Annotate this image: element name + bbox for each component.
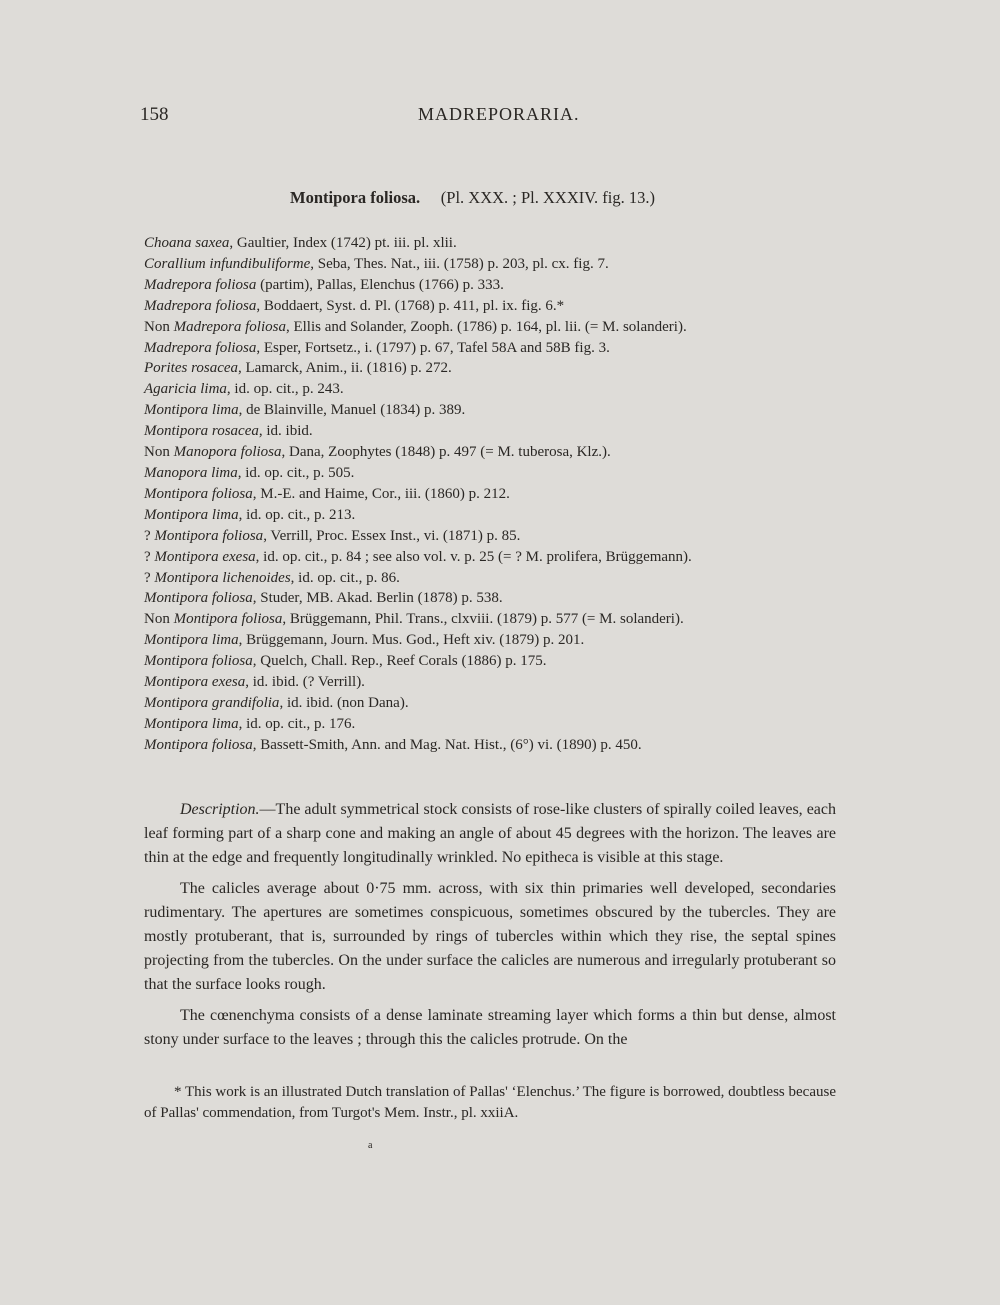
synonymy-entry: Montipora rosacea, id. ibid. bbox=[144, 423, 313, 440]
taxon-name: Montipora rosacea bbox=[144, 423, 259, 440]
taxon-name: Agaricia lima bbox=[144, 381, 227, 398]
synonymy-entry: Agaricia lima, id. op. cit., p. 243. bbox=[144, 381, 344, 398]
synonymy-entry: Montipora lima, de Blainville, Manuel (1834) p. 389. bbox=[144, 402, 466, 419]
synonymy-entry: Montipora foliosa, M.-E. and Haime, Cor., iii. (1860) p. 212. bbox=[144, 485, 510, 502]
taxon-name: Montipora lichenoides bbox=[154, 569, 291, 586]
synonymy-entry: ? Montipora foliosa, Verrill, Proc. Essex Inst., vi. (1871) p. 85. bbox=[144, 527, 521, 544]
synonymy-entry: Madrepora foliosa (partim), Pallas, Elenchus (1766) p. 333. bbox=[144, 276, 504, 293]
signature-mark: a bbox=[368, 1140, 373, 1151]
taxon-name: Madrepora foliosa bbox=[144, 339, 257, 356]
plate-reference: (Pl. XXX. ; Pl. XXXIV. fig. 13.) bbox=[440, 188, 655, 207]
taxon-name: Montipora foliosa bbox=[144, 736, 253, 753]
synonymy-entry: Montipora foliosa, Bassett-Smith, Ann. and Mag. Nat. Hist., (6°) vi. (1890) p. 450. bbox=[144, 736, 642, 753]
taxon-name: Manopora lima bbox=[144, 464, 238, 481]
taxon-name: Montipora grandifolia bbox=[144, 694, 280, 711]
description-paragraph: The calicles average about 0·75 mm. across, with six thin primaries well developed, secondaries rudimentary. The apertures are sometimes conspicuous, sometimes obscured by the tubercles. They are mostly protuberant, that is, surrounded by rings of tubercles within which they rise, the septal spines projecting from the tubercles. On the under surface the calicles are numerous and irregularly protuberant so that the surface looks rough. bbox=[144, 880, 836, 993]
taxon-name: Montipora foliosa bbox=[154, 527, 264, 544]
description-paragraph: The cœnenchyma consists of a dense laminate streaming layer which forms a thin but dense, almost stony under surface to the leaves ; through this the calicles protrude. On the bbox=[144, 1007, 836, 1048]
running-head bbox=[140, 104, 840, 128]
synonymy-entry: Montipora lima, id. op. cit., p. 176. bbox=[144, 715, 356, 732]
synonymy-entry: Madrepora foliosa, Esper, Fortsetz., i. (1797) p. 67, Tafel 58A and 58B fig. 3. bbox=[144, 339, 610, 356]
description-paragraph: Description.—The adult symmetrical stock consists of rose-like clusters of spirally coiled leaves, each leaf forming part of a sharp cone and making an angle of about 45 degrees with the horizon. The leaves are thin at the edge and frequently longitudinally wrinkled. No epitheca is visible at this stage. bbox=[144, 801, 836, 866]
taxon-name: Choana saxea bbox=[144, 235, 230, 251]
synonymy-entry: Montipora lima, Brüggemann, Journ. Mus. God., Heft xiv. (1879) p. 201. bbox=[144, 632, 585, 649]
synonymy-entry: Montipora exesa, id. ibid. (? Verrill). bbox=[144, 674, 365, 691]
taxon-name: Madrepora foliosa bbox=[144, 297, 257, 314]
synonymy-entry: ? Montipora exesa, id. op. cit., p. 84 ; see also vol. v. p. 25 (= ? M. prolifera, Brüggemann). bbox=[144, 548, 692, 565]
species-name: Montipora foliosa. bbox=[290, 188, 421, 207]
taxon-name: Montipora lima bbox=[144, 506, 239, 523]
synonymy-entry: ? Montipora lichenoides, id. op. cit., p. 86. bbox=[144, 569, 400, 586]
taxon-name: Montipora exesa bbox=[144, 674, 246, 691]
synonymy-entry: Corallium infundibuliforme, Seba, Thes. Nat., iii. (1758) p. 203, pl. cx. fig. 7. bbox=[144, 255, 609, 272]
taxon-name: Montipora foliosa bbox=[144, 590, 253, 607]
taxon-name: Montipora lima bbox=[144, 715, 239, 732]
taxon-name: Montipora exesa bbox=[154, 548, 256, 565]
description-label: Description. bbox=[180, 801, 260, 818]
description-section bbox=[144, 798, 836, 1059]
synonymy-entry: Non Madrepora foliosa, Ellis and Solander, Zooph. (1786) p. 164, pl. lii. (= M. solanderi). bbox=[144, 318, 687, 335]
synonymy-entry: Porites rosacea, Lamarck, Anim., ii. (1816) p. 272. bbox=[144, 360, 452, 377]
taxon-name: Montipora lima bbox=[144, 632, 239, 649]
taxon-name: Porites rosacea bbox=[144, 360, 239, 377]
taxon-name: Madrepora foliosa bbox=[173, 318, 286, 335]
running-title: MADREPORARIA. bbox=[418, 104, 580, 124]
taxon-name: Montipora lima bbox=[144, 402, 239, 419]
synonymy-entry: Non Montipora foliosa, Brüggemann, Phil. Trans., clxviii. (1879) p. 577 (= M. solanderi). bbox=[144, 611, 684, 628]
synonymy-entry: Non Manopora foliosa, Dana, Zoophytes (1848) p. 497 (= M. tuberosa, Klz.). bbox=[144, 444, 611, 461]
page-number: 158 bbox=[140, 104, 169, 125]
synonymy-entry: Montipora foliosa, Studer, MB. Akad. Berlin (1878) p. 538. bbox=[144, 590, 503, 607]
taxon-name: Montipora foliosa bbox=[144, 485, 253, 502]
taxon-name: Montipora foliosa bbox=[173, 611, 283, 628]
synonymy-entry: Manopora lima, id. op. cit., p. 505. bbox=[144, 464, 355, 481]
taxon-name: Madrepora foliosa bbox=[144, 276, 257, 293]
synonymy-entry: Montipora foliosa, Quelch, Chall. Rep., Reef Corals (1886) p. 175. bbox=[144, 653, 547, 670]
synonymy-list bbox=[144, 233, 864, 756]
taxon-name: Manopora foliosa bbox=[173, 444, 282, 461]
footnote: * This work is an illustrated Dutch translation of Pallas' ‘Elenchus.’ The figure is borrowed, doubtless because of Pallas' commendation, from Turgot's Mem. Instr., pl. xxiiA. bbox=[144, 1084, 836, 1121]
synonymy-entry: Montipora grandifolia, id. ibid. (non Dana). bbox=[144, 694, 409, 711]
synonymy-entry: Madrepora foliosa, Boddaert, Syst. d. Pl. (1768) p. 411, pl. ix. fig. 6.* bbox=[144, 297, 565, 314]
synonymy-entry: Choana saxea, Gaultier, Index (1742) pt. iii. pl. xlii. bbox=[144, 235, 457, 251]
taxon-name: Corallium infundibuliforme bbox=[144, 255, 311, 272]
taxon-name: Montipora foliosa bbox=[144, 653, 253, 670]
synonymy-entry: Montipora lima, id. op. cit., p. 213. bbox=[144, 506, 356, 523]
